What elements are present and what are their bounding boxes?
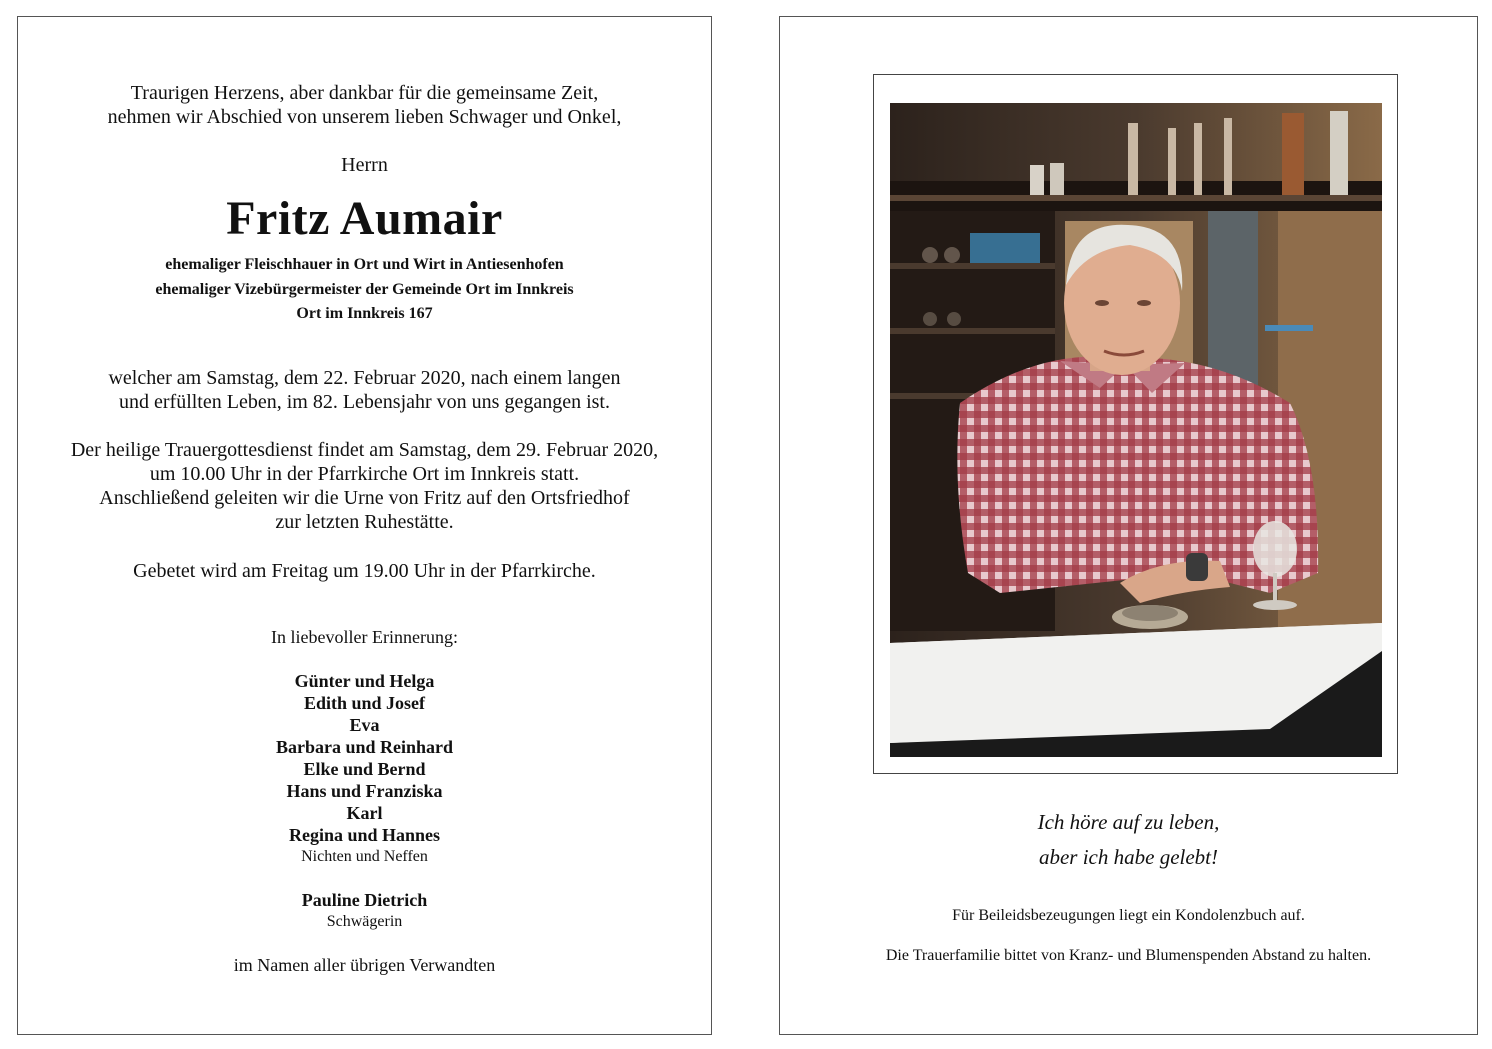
intro-text [18,81,711,129]
intro-line: nehmen wir Abschied von unserem lieben Schwager und Onkel, [107,106,622,128]
quote-line: aber ich habe gelebt! [1038,845,1219,869]
sister-in-law-role: Schwägerin [326,913,403,930]
portrait-photo [890,103,1382,757]
deceased-name: Fritz Aumair [226,192,503,245]
mourner-name: Edith und Josef [303,693,426,713]
mourner-name: Elke und Bernd [303,759,426,779]
detail-line: ehemaliger Fleischhauer in Ort und Wirt in Antiesenhofen [165,256,564,273]
donation-notice: Die Trauerfamilie bittet von Kranz- und Blumenspenden Abstand zu halten. [885,947,1372,964]
detail-line: Ort im Innkreis 167 [296,305,433,322]
funeral-line: um 10.00 Uhr in der Pfarrkirche Ort im Innkreis statt. [149,463,580,485]
memory-heading: In liebevoller Erinnerung: [271,627,458,647]
detail-line: ehemaliger Vizebürgermeister der Gemeinde Ort im Innkreis [155,280,574,298]
mourner-name: Barbara und Reinhard [275,737,454,757]
mourner-name: Eva [349,715,380,735]
quote-line: Ich höre auf zu leben, [1037,810,1220,834]
condolence-notice: Für Beileidsbezeugungen liegt ein Kondolenzbuch auf. [952,907,1305,924]
obituary-left-page [17,16,712,1035]
mourner-name: Günter und Helga [294,671,435,691]
mourner-name: Regina und Hannes [288,825,441,845]
mourners-list [18,670,711,868]
mourner-name: Hans und Franziska [286,781,443,801]
funeral-notice [18,438,711,534]
death-notice [18,366,711,414]
death-line: und erfüllten Leben, im 82. Lebensjahr von uns gegangen ist. [119,391,610,413]
funeral-line: Anschließend geleiten wir die Urne von Fritz auf den Ortsfriedhof [99,487,630,509]
deceased-details [18,253,711,327]
obituary-right-page [779,16,1478,1035]
photo-frame [873,74,1398,774]
mourners-role: Nichten und Neffen [301,848,428,865]
prayer-notice: Gebetet wird am Freitag um 19.00 Uhr in der Pfarrkirche. [133,560,596,582]
funeral-line: Der heilige Trauergottesdienst findet am Samstag, dem 29. Februar 2020, [70,439,659,461]
other-relatives: im Namen aller übrigen Verwandten [233,955,496,975]
death-line: welcher am Samstag, dem 22. Februar 2020, nach einem langen [108,367,621,389]
mourner-name: Karl [346,803,383,823]
quote [780,805,1477,875]
sister-in-law-name: Pauline Dietrich [301,890,428,910]
intro-line: Traurigen Herzens, aber dankbar für die gemeinsame Zeit, [130,82,599,104]
salutation: Herrn [341,154,388,176]
funeral-line: zur letzten Ruhestätte. [275,511,454,533]
